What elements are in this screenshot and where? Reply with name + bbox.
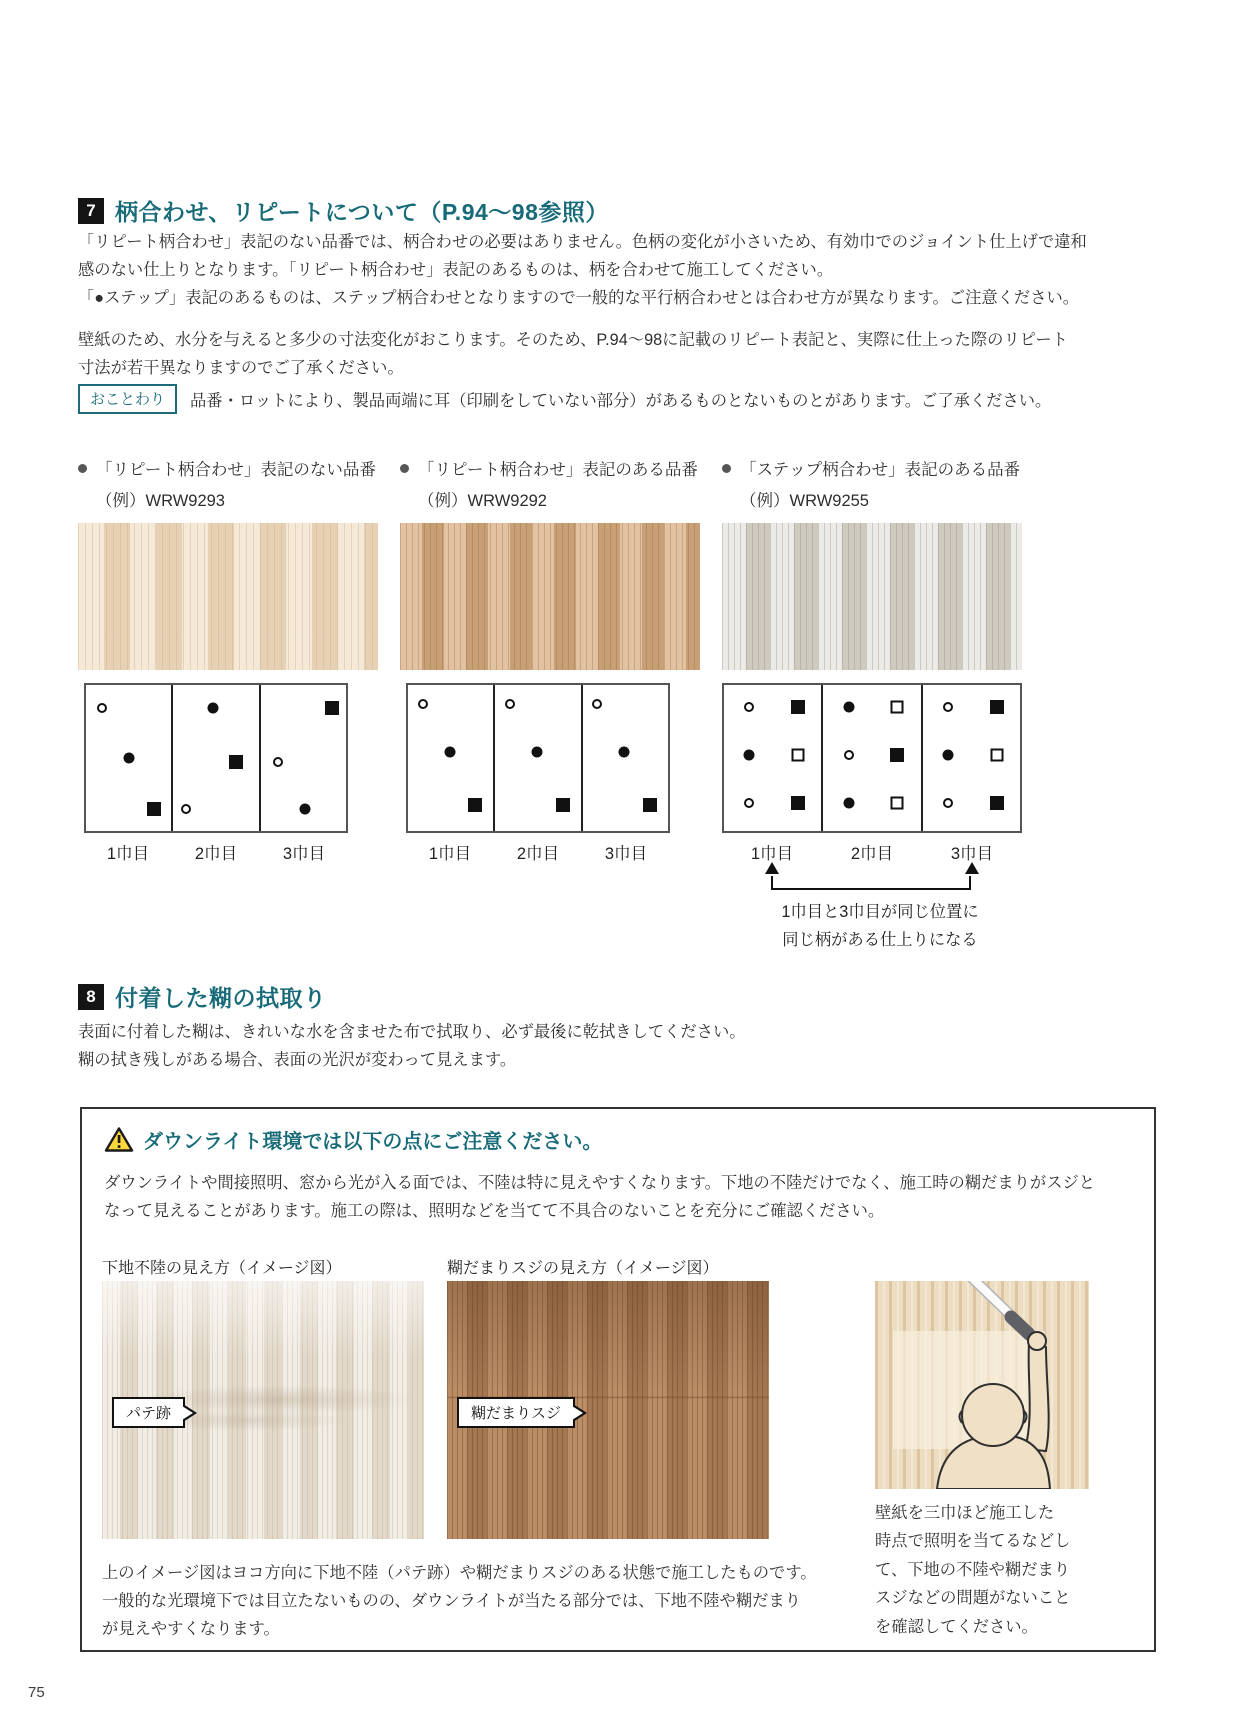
section8-heading: [78, 980, 327, 1013]
text-line: 上のイメージ図はヨコ方向に下地不陸（パテ跡）や糊だまりスジのある状態で施工したものです。: [102, 1564, 817, 1582]
step-note: 1巾目と3巾目が同じ位置に 同じ柄がある仕上りになる: [781, 903, 979, 949]
width-panel: [495, 685, 582, 831]
filled-circle-symbol: [123, 753, 134, 764]
filled-square-symbol: [468, 798, 482, 812]
filled-square-symbol: [229, 755, 243, 769]
open-circle-symbol: [592, 699, 602, 709]
caption-glue-streak: 糊だまりスジの見え方（イメージ図）: [447, 1260, 719, 1277]
filled-circle-symbol: [942, 750, 953, 761]
open-circle-symbol: [744, 702, 754, 712]
text-line: て、下地の不陸や糊だまり: [875, 1560, 1071, 1579]
section7-paragraph1: [78, 228, 1087, 312]
text-line: 表面に付着した糊は、きれいな水を含ませた布で拭取り、必ず最後に乾拭きしてください。: [78, 1023, 746, 1041]
width-panel: [86, 685, 173, 831]
column3-example: （例）WRW9255: [740, 492, 869, 510]
filled-circle-symbol: [843, 798, 854, 809]
putty-mark-callout: パテ跡: [112, 1397, 185, 1428]
filled-circle-symbol: [619, 747, 630, 758]
text-line: 「●ステップ」表記のあるものは、ステップ柄合わせとなりますので一般的な平行柄合わせとは合わせ方が異なります。ご注意ください。: [78, 289, 1080, 307]
text-line: ダウンライトや間接照明、窓から光が入る面では、不陸は特に見えやすくなります。下地の不陸だけでなく、施工時の糊だまりがスジと: [104, 1174, 1096, 1192]
caution-title: ダウンライト環境では以下の点にご注意ください。: [143, 1131, 603, 1153]
section8-title: 付着した糊の拭取り: [115, 985, 327, 1011]
wallpaper-sample-wrw9292: [400, 523, 700, 670]
filled-square-symbol: [791, 700, 805, 714]
filled-square-symbol: [890, 748, 904, 762]
disclaimer-text: 品番・ロットにより、製品両端に耳（印刷をしていない部分）があるものとないものとがあります。ご了承ください。: [190, 392, 1052, 410]
disclaimer-row: [78, 384, 1051, 414]
filled-square-symbol: [147, 802, 161, 816]
section8-number-badge: 8: [78, 984, 104, 1010]
width-labels: 1巾目 2巾目 3巾目: [428, 845, 648, 863]
text-line: 糊の拭き残しがある場合、表面の光沢が変わって見えます。: [78, 1051, 517, 1069]
column3-label: 「ステップ柄合わせ」表記のある品番: [722, 456, 1020, 480]
page-number: 75: [28, 1684, 45, 1701]
downlight-caution-box: [80, 1107, 1156, 1652]
text-line: 壁紙のため、水分を与えると多少の寸法変化がおこります。そのため、P.94～98に記載のリピート表記と、実際に仕上った際のリピート: [78, 331, 1068, 349]
disclaimer-badge: おことわり: [78, 384, 177, 414]
filled-square-symbol: [990, 796, 1004, 810]
width-panel: [583, 685, 668, 831]
filled-square-symbol: [643, 798, 657, 812]
filled-circle-symbol: [532, 747, 543, 758]
open-circle-symbol: [744, 798, 754, 808]
bullet-icon: [400, 464, 409, 473]
bullet-icon: [722, 464, 731, 473]
open-circle-symbol: [844, 750, 854, 760]
column2-example: （例）WRW9292: [418, 492, 547, 510]
filled-circle-symbol: [744, 750, 755, 761]
step-bracket: [771, 876, 971, 890]
column2-label: 「リピート柄合わせ」表記のある品番: [400, 456, 698, 480]
caution-right-text: [875, 1499, 1070, 1641]
open-square-symbol: [990, 749, 1003, 762]
open-square-symbol: [791, 749, 804, 762]
width-panel: [173, 685, 260, 831]
text-line: 一般的な光環境下では目立たないものの、ダウンライトが当たる部分では、下地不陸や糊だまり: [102, 1592, 801, 1610]
width-panel: [261, 685, 346, 831]
width-diagram-step: [722, 683, 1022, 833]
open-circle-symbol: [505, 699, 515, 709]
filled-circle-symbol: [444, 747, 455, 758]
glue-streak-image: [447, 1281, 769, 1539]
filled-circle-symbol: [300, 804, 311, 815]
glue-streak-callout: 糊だまりスジ: [457, 1397, 575, 1428]
text-line: 壁紙を三巾ほど施工した: [875, 1504, 1055, 1522]
section7-paragraph2: [78, 326, 1068, 382]
warning-icon: [104, 1126, 134, 1153]
text-line: 時点で照明を当てるなどし: [875, 1532, 1071, 1551]
text-line: を確認してください。: [875, 1617, 1038, 1636]
section7-number-badge: 7: [78, 198, 104, 224]
open-square-symbol: [891, 797, 904, 810]
bullet-icon: [78, 464, 87, 473]
filled-square-symbol: [325, 701, 339, 715]
width-panel: [408, 685, 495, 831]
open-circle-symbol: [181, 804, 191, 814]
width-labels: 1巾目 2巾目 3巾目: [106, 845, 326, 863]
text-line: 感のない仕上りとなります。「リピート柄合わせ」表記のあるものは、柄を合わせて施工してください。: [78, 261, 834, 279]
caution-paragraph: [104, 1169, 1095, 1225]
text-line: 「リピート柄合わせ」表記のない品番では、柄合わせの必要はありません。色柄の変化が小さいため、有効巾でのジョイント仕上げで違和: [78, 233, 1087, 251]
filled-circle-symbol: [207, 703, 218, 714]
substrate-image: [102, 1281, 424, 1539]
up-arrow-icon: [965, 862, 979, 874]
filled-circle-symbol: [843, 701, 854, 712]
width-panel: [724, 685, 823, 831]
caution-bottom-text: [102, 1559, 817, 1643]
wallpaper-sample-wrw9293: [78, 523, 378, 670]
open-square-symbol: [891, 700, 904, 713]
open-circle-symbol: [97, 703, 107, 713]
section7-heading: [78, 194, 609, 227]
filled-square-symbol: [990, 700, 1004, 714]
column1-example: （例）WRW9293: [96, 492, 225, 510]
wallpaper-sample-wrw9255: [722, 523, 1022, 670]
open-circle-symbol: [418, 699, 428, 709]
open-circle-symbol: [943, 702, 953, 712]
width-labels: 1巾目 2巾目 3巾目: [750, 845, 994, 863]
caption-substrate: 下地不陸の見え方（イメージ図）: [102, 1260, 342, 1277]
text-line: が見えやすくなります。: [102, 1620, 280, 1638]
text-line: 寸法が若干異なりますのでご了承ください。: [78, 359, 404, 377]
width-panel: [823, 685, 922, 831]
column1-label: 「リピート柄合わせ」表記のない品番: [78, 456, 376, 480]
caution-heading: [104, 1125, 602, 1154]
open-circle-symbol: [943, 798, 953, 808]
open-circle-symbol: [273, 757, 283, 767]
text-line: スジなどの問題がないこと: [875, 1589, 1071, 1608]
installer-illustration: [875, 1281, 1089, 1489]
width-panel: [923, 685, 1020, 831]
width-diagram-repeat: [406, 683, 670, 833]
text-line: なって見えることがあります。施工の際は、照明などを当てて不具合のないことを充分にご確認ください。: [104, 1202, 885, 1220]
filled-square-symbol: [791, 796, 805, 810]
width-diagram-no-repeat: [84, 683, 348, 833]
up-arrow-icon: [765, 862, 779, 874]
section8-paragraph: [78, 1018, 746, 1074]
filled-square-symbol: [556, 798, 570, 812]
section7-title: 柄合わせ、リピートについて（P.94～98参照）: [115, 199, 609, 225]
